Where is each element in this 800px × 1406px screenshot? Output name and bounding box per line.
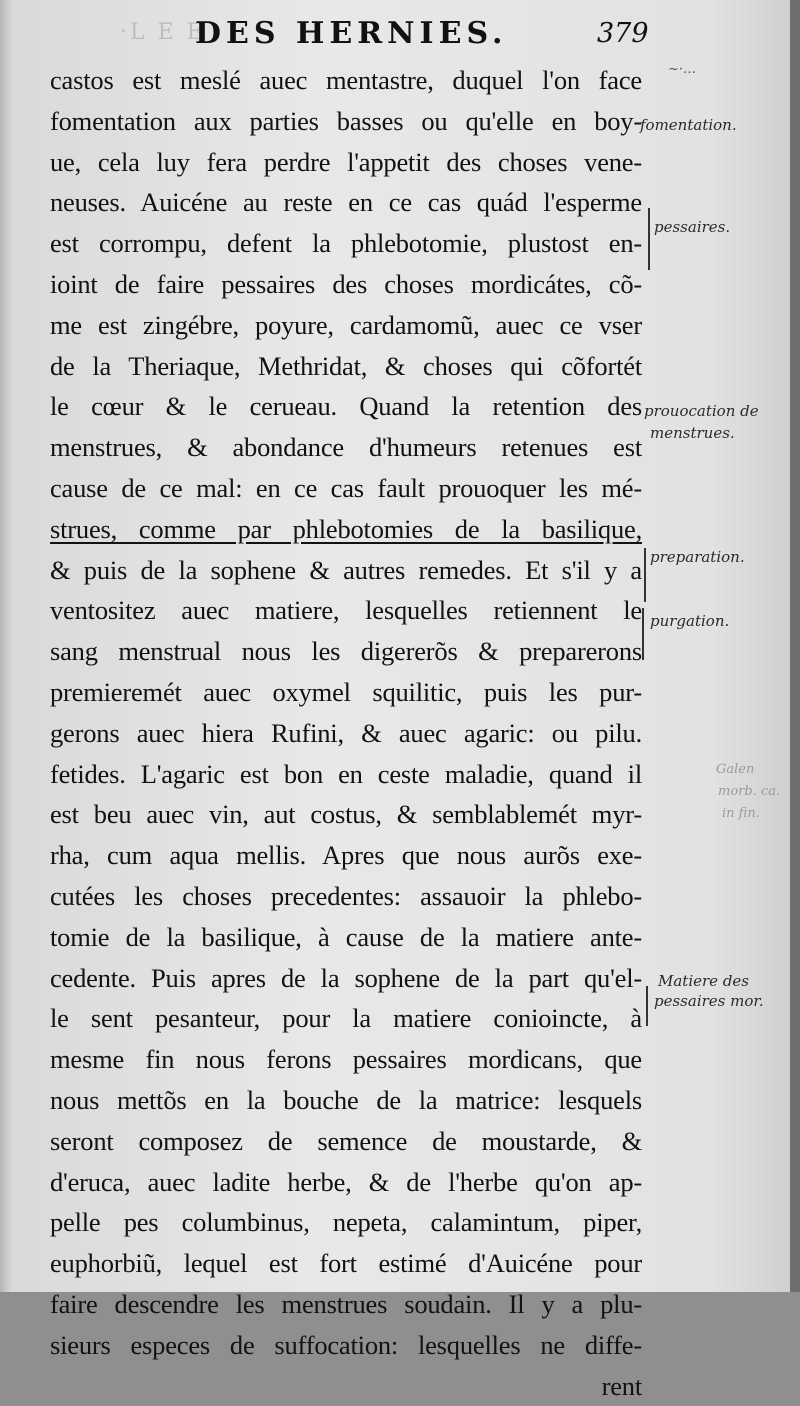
text-line: de la Theriaque, Methridat, & choses qui cõfortét: [50, 346, 642, 387]
note-bracket: [648, 208, 650, 270]
text-line: cutées les choses precedentes: assauoir la phlebo-: [50, 876, 642, 917]
text-line: euphorbiũ, lequel est fort estimé d'Auicéne pour: [50, 1243, 642, 1284]
text-line: neuses. Auicéne au reste en ce cas quád l'esperme: [50, 182, 642, 223]
margin-note: menstrues.: [650, 424, 735, 442]
text-line: rha, cum aqua mellis. Apres que nous aurõs exe-: [50, 835, 642, 876]
text-line: seront composez de semence de moustarde, &: [50, 1121, 642, 1162]
text-line: ioint de faire pessaires des choses mordicátes, cõ-: [50, 264, 642, 305]
text-line: cedente. Puis apres de la sophene de la part qu'el-: [50, 958, 642, 999]
gutter-shadow: [0, 0, 12, 1292]
text-line: faire descendre les menstrues soudain. Il y a plu-: [50, 1284, 642, 1325]
margin-note: fomentation.: [640, 116, 737, 134]
text-line: fetides. L'agaric est bon en ceste maladie, quand il: [50, 754, 642, 795]
margin-note: Matiere des: [658, 972, 749, 990]
text-line: nous mettõs en la bouche de la matrice: lesquels: [50, 1080, 642, 1121]
text-line: & puis de la sophene & autres remedes. Et s'il y a: [50, 550, 642, 591]
text-line: castos est meslé auec mentastre, duquel l'on face: [50, 60, 642, 101]
faded-margin-note: Galen: [716, 762, 754, 777]
text-line: strues, comme par phlebotomies de la basilique,: [50, 509, 642, 550]
text-line: me est zingébre, poyure, cardamomũ, auec ce vser: [50, 305, 642, 346]
bleed-through-text: ·L E E: [120, 20, 206, 45]
text-line: fomentation aux parties basses ou qu'elle en boy-: [50, 101, 642, 142]
margin-note: prouocation de: [644, 402, 759, 420]
note-bracket: [646, 986, 648, 1026]
text-line: ventositez auec matiere, lesquelles retiennent le: [50, 590, 642, 631]
catchword: rent: [50, 1366, 642, 1406]
faded-margin-note: morb. ca.: [718, 784, 780, 799]
text-line: sang menstrual nous les digererõs & preparerons: [50, 631, 642, 672]
body-text: [50, 60, 642, 1406]
running-head: DES HERNIES.: [195, 16, 508, 51]
text-line: le cœur & le cerueau. Quand la retention des: [50, 386, 642, 427]
text-line: cause de ce mal: en ce cas fault prouoquer les mé-: [50, 468, 642, 509]
margin-note: pessaires.: [654, 218, 730, 236]
text-line: gerons auec hiera Rufini, & auec agaric: ou pilu.: [50, 713, 642, 754]
text-line: est corrompu, defent la phlebotomie, plustost en-: [50, 223, 642, 264]
illegible-scribble: ~·…: [668, 62, 696, 77]
margin-note: pessaires mor.: [654, 992, 764, 1010]
note-bracket: [642, 608, 644, 660]
text-line: sieurs especes de suffocation: lesquelles ne diffe-: [50, 1325, 642, 1366]
margin-notes: [640, 0, 800, 1292]
text-line: d'eruca, auec ladite herbe, & de l'herbe qu'on ap-: [50, 1162, 642, 1203]
faded-margin-note: in fin.: [722, 806, 760, 821]
text-line: menstrues, & abondance d'humeurs retenues est: [50, 427, 642, 468]
note-bracket: [644, 548, 646, 602]
text-line: tomie de la basilique, à cause de la matiere ante-: [50, 917, 642, 958]
margin-note: purgation.: [650, 612, 729, 630]
text-line: pelle pes columbinus, nepeta, calamintum, piper,: [50, 1202, 642, 1243]
text-line: ue, cela luy fera perdre l'appetit des choses vene-: [50, 142, 642, 183]
margin-note: preparation.: [650, 548, 745, 566]
text-line: mesme fin nous ferons pessaires mordicans, que: [50, 1039, 642, 1080]
text-line: le sent pesanteur, pour la matiere conioincte, à: [50, 998, 642, 1039]
page-edge-shadow: [790, 0, 800, 1292]
page-number: 379: [597, 18, 649, 49]
text-line: premieremét auec oxymel squilitic, puis les pur-: [50, 672, 642, 713]
text-line: est beu auec vin, aut costus, & semblablemét myr-: [50, 794, 642, 835]
